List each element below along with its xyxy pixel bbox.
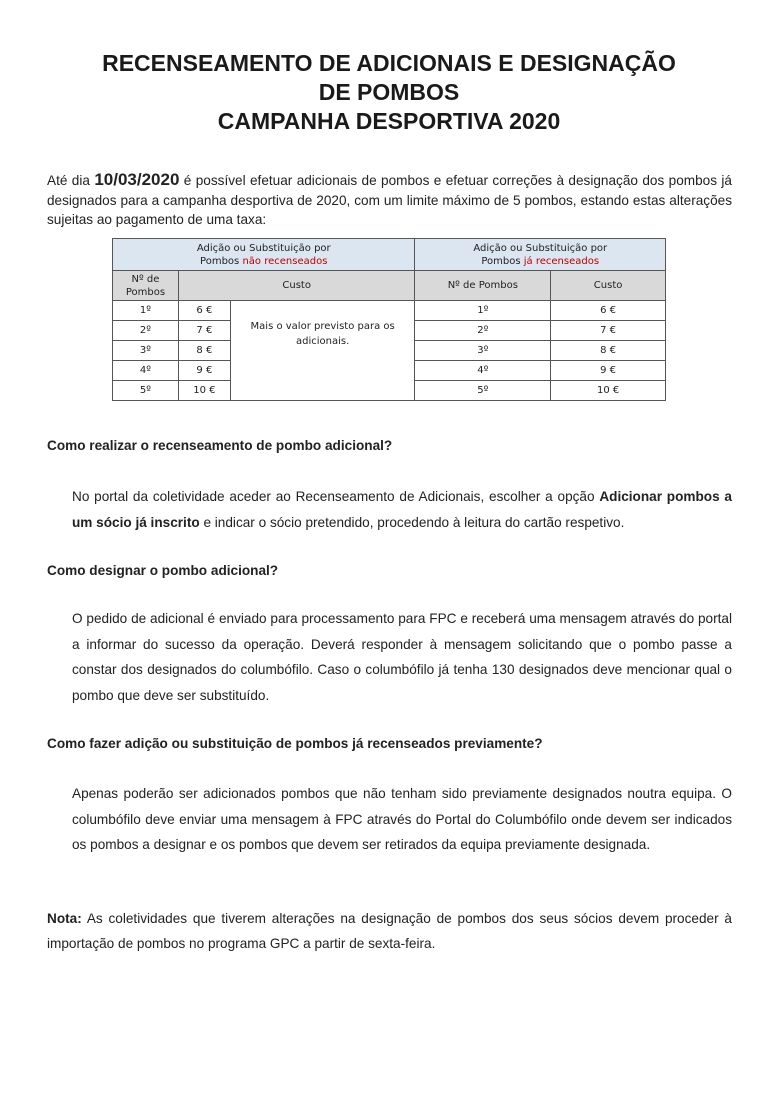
section-heading-substituicao: Como fazer adição ou substituição de pombos já recenseados previamente?: [47, 736, 543, 751]
section-heading-designar: Como designar o pombo adicional?: [47, 563, 279, 578]
header-ja-recenseados: Adição ou Substituição por Pombos já recenseados: [415, 239, 666, 271]
row-cost-right: 7 €: [551, 321, 666, 341]
row-num-left: 3º: [113, 341, 179, 361]
row-cost-left: 10 €: [178, 381, 230, 401]
cost-note: Mais o valor previsto para os adicionais.: [230, 301, 415, 401]
row-num-left: 5º: [113, 381, 179, 401]
row-cost-right: 9 €: [551, 361, 666, 381]
deadline-date: 10/03/2020: [94, 170, 180, 189]
intro-text-before: Até dia: [47, 173, 95, 188]
row-num-left: 1º: [113, 301, 179, 321]
row-cost-right: 8 €: [551, 341, 666, 361]
highlight-ja-recenseados: já recenseados: [523, 255, 600, 267]
row-num-left: 4º: [113, 361, 179, 381]
nota-paragraph: [47, 907, 732, 956]
section-text-designar: O pedido de adicional é enviado para processamento para FPC e receberá uma mensagem através do portal a informar do sucesso da operação. Deverá responder à mensagem solicitando que o pombo passe a constar dos designados do columbófilo. Caso o columbófilo já tenha 130 designados deve mencionar qual o pombo que deve ser substituído.: [72, 611, 732, 703]
col-header-cost-right: Custo: [551, 271, 666, 301]
row-cost-left: 7 €: [178, 321, 230, 341]
option-name: Adicionar pombos a um sócio já inscrito: [72, 489, 732, 530]
row-num-right: 5º: [415, 381, 551, 401]
row-cost-left: 6 €: [178, 301, 230, 321]
title-line-2: DE POMBOS: [318, 79, 460, 105]
row-num-right: 2º: [415, 321, 551, 341]
section-heading-adicional: Como realizar o recenseamento de pombo adicional?: [47, 438, 393, 453]
fee-table: [112, 238, 666, 401]
col-header-num-right: Nº de Pombos: [415, 271, 551, 301]
row-cost-left: 8 €: [178, 341, 230, 361]
intro-paragraph: [47, 170, 732, 230]
row-cost-right: 6 €: [551, 301, 666, 321]
row-cost-right: 10 €: [551, 381, 666, 401]
section-text-substituicao: Apenas poderão ser adicionados pombos que não tenham sido previamente designados noutra equipa. O columbófilo deve enviar uma mensagem à FPC através do Portal do Columbófilo onde devem ser indicados os pombos a designar e os pombos que devem ser retirados da equipa previamente designada.: [72, 786, 732, 852]
page-title: [40, 49, 738, 136]
col-header-num-left: Nº de Pombos: [113, 271, 179, 301]
title-line-3: CAMPANHA DESPORTIVA 2020: [217, 108, 561, 134]
row-num-right: 4º: [415, 361, 551, 381]
section-text-adicional: No portal da coletividade aceder ao Recenseamento de Adicionais, escolher a opção Adicionar pombos a um sócio já inscrito e indicar o sócio pretendido, procedendo à leitura do cartão respetivo.: [72, 489, 732, 530]
nota-text: As coletividades que tiverem alterações na designação de pombos dos seus sócios devem proceder à importação de pombos no programa GPC a partir de sexta-feira.: [47, 911, 732, 951]
nota-label: Nota:: [47, 911, 82, 926]
header-nao-recenseados: Adição ou Substituição por Pombos não recenseados: [113, 239, 415, 271]
row-num-right: 3º: [415, 341, 551, 361]
title-line-1: RECENSEAMENTO DE ADICIONAIS E DESIGNAÇÃO: [102, 50, 676, 76]
row-cost-left: 9 €: [178, 361, 230, 381]
table-row: [113, 301, 666, 321]
col-header-cost-left: Custo: [178, 271, 415, 301]
intro-text-after: é possível efetuar adicionais de pombos e efetuar correções à designação dos pombos já designados para a campanha desportiva de 2020, com um limite máximo de 5 pombos, estando estas alterações sujeitas ao pagamento de uma taxa:: [47, 173, 732, 227]
highlight-nao-recenseados: não recenseados: [242, 255, 328, 267]
row-num-left: 2º: [113, 321, 179, 341]
row-num-right: 1º: [415, 301, 551, 321]
